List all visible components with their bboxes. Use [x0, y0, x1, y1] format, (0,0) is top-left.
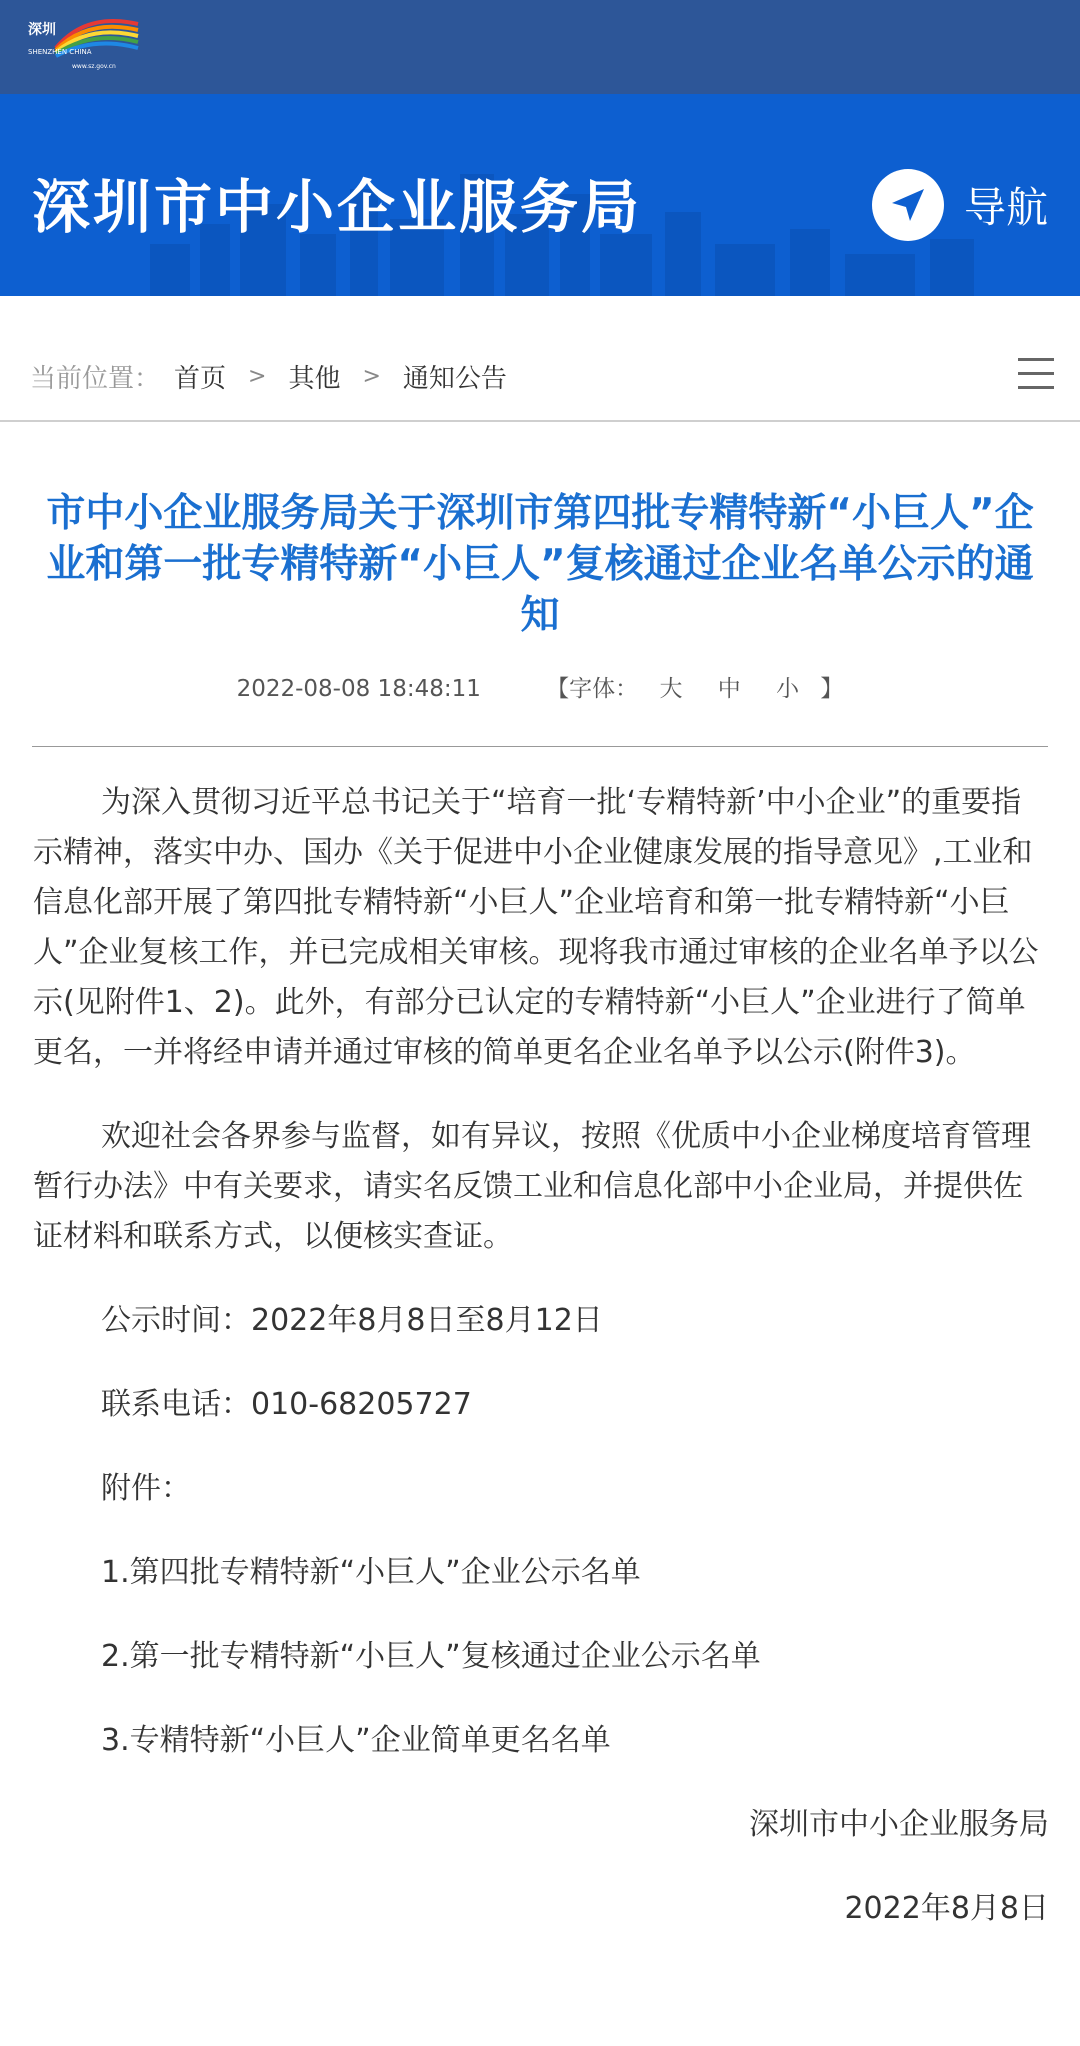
publish-date: 2022-08-08 18:48:11 — [236, 676, 481, 702]
article-body — [33, 778, 1049, 1968]
signature-org: 深圳市中小企业服务局 — [749, 1807, 1049, 1842]
navigation-arrow-icon[interactable] — [872, 169, 944, 241]
paragraph-supervision: 欢迎社会各界参与监督，如有异议，按照《优质中小企业梯度培育管理暂行办法》中有关要求，请实名反馈工业和信息化部中小企业局，并提供佐证材料和联系方式，以便核实查证。 — [33, 1119, 1031, 1254]
article-meta — [0, 670, 1080, 703]
font-size-label: 【字体： — [546, 676, 639, 702]
breadcrumb-separator: > — [362, 364, 381, 389]
contact-phone: 联系电话：010-68205727 — [101, 1387, 472, 1422]
signature-date: 2022年8月8日 — [844, 1891, 1049, 1926]
svg-text:深圳: 深圳 — [28, 22, 56, 38]
attachments-label: 附件： — [101, 1471, 191, 1506]
site-banner — [0, 94, 1080, 296]
publicity-time: 公示时间：2022年8月8日至8月12日 — [101, 1303, 603, 1338]
breadcrumb-notices[interactable]: 通知公告 — [402, 364, 507, 394]
paragraph-intro: 为深入贯彻习近平总书记关于“培育一批‘专精特新’中小企业”的重要指示精神，落实中办、国办《关于促进中小企业健康发展的指导意见》,工业和信息化部开展了第四批专精特新“小巨人”企业培育和第一批专精特新“小巨人”企业复核工作，并已完成相关审核。现将我市通过审核的企业名单予以公示(见附件1、2)。此外，有部分已认定的专精特新“小巨人”企业进行了简单更名，一并将经申请并通过审核的简单更名企业名单予以公示(附件3)。 — [33, 785, 1039, 1070]
article-title: 市中小企业服务局关于深圳市第四批专精特新“小巨人”企业和第一批专精特新“小巨人”复核通过企业名单公示的通知 — [46, 491, 1034, 638]
attachment-link-2[interactable]: 2.第一批专精特新“小巨人”复核通过企业公示名单 — [101, 1639, 761, 1674]
svg-text:www.sz.gov.cn: www.sz.gov.cn — [72, 63, 116, 70]
font-size-label-end: 】 — [820, 676, 844, 702]
navigation-button[interactable] — [872, 168, 1048, 242]
font-size-medium[interactable]: 中 — [717, 676, 741, 702]
shenzhen-logo-icon[interactable] — [26, 14, 146, 70]
site-title[interactable]: 深圳市中小企业服务局 — [32, 173, 643, 241]
top-bar — [0, 0, 1080, 94]
attachment-link-3[interactable]: 3.专精特新“小巨人”企业简单更名名单 — [101, 1723, 611, 1758]
divider — [32, 746, 1048, 747]
svg-text:SHENZHEN CHINA: SHENZHEN CHINA — [28, 48, 92, 56]
font-size-small[interactable]: 小 — [776, 676, 800, 702]
breadcrumb — [0, 296, 1080, 422]
breadcrumb-separator: > — [248, 364, 267, 389]
attachment-link-1[interactable]: 1.第四批专精特新“小巨人”企业公示名单 — [101, 1555, 641, 1590]
hamburger-menu-icon[interactable] — [1018, 358, 1054, 392]
breadcrumb-prefix: 当前位置： — [30, 364, 161, 394]
font-size-large[interactable]: 大 — [659, 676, 683, 702]
navigation-label[interactable]: 导航 — [963, 183, 1048, 232]
breadcrumb-other[interactable]: 其他 — [288, 364, 341, 394]
breadcrumb-home[interactable]: 首页 — [174, 364, 227, 394]
